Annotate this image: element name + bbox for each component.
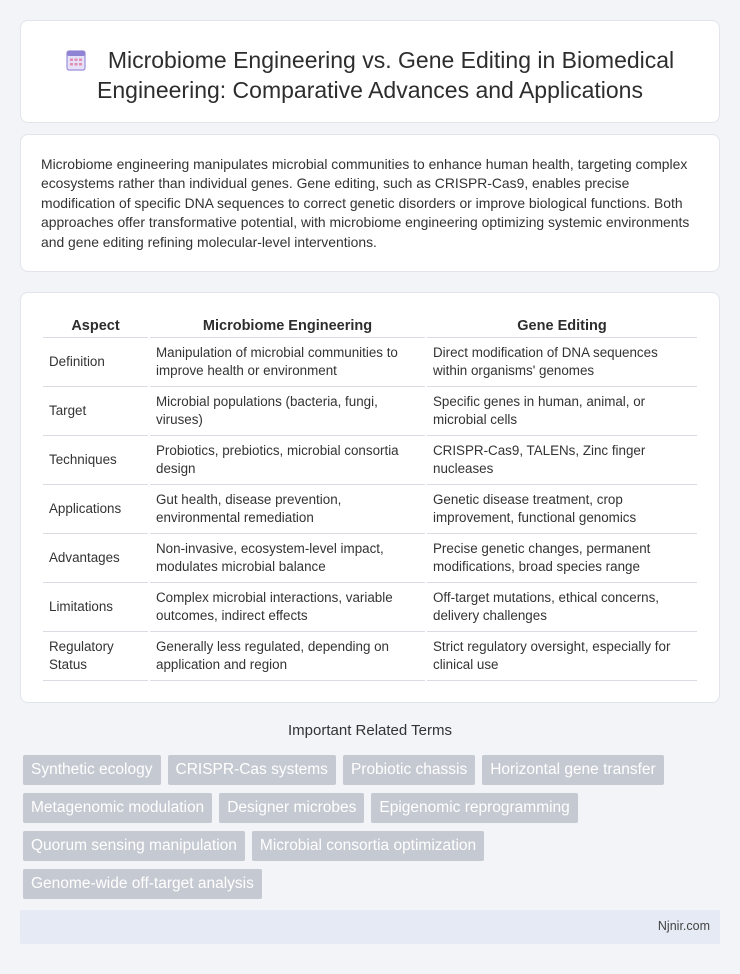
row-aspect: Applications (43, 485, 148, 534)
related-term-tag[interactable]: Probiotic chassis (343, 755, 475, 785)
related-term-tag[interactable]: Genome-wide off-target analysis (23, 869, 262, 899)
intro-card (20, 134, 720, 272)
title-line-2: Engineering: Comparative Advances and Applications (97, 77, 643, 103)
related-term-tag[interactable]: Quorum sensing manipulation (23, 831, 245, 861)
related-term-tag[interactable]: Designer microbes (219, 793, 364, 823)
row-microbiome: Gut health, disease prevention, environmental remediation (150, 485, 425, 534)
header-microbiome: Microbiome Engineering (150, 313, 425, 338)
comparison-table (41, 313, 699, 681)
related-terms-list (23, 755, 683, 899)
row-gene-editing: CRISPR-Cas9, TALENs, Zinc finger nucleases (427, 436, 697, 485)
row-aspect: Target (43, 387, 148, 436)
table-row (43, 534, 697, 583)
page-title (21, 45, 719, 105)
row-aspect: Definition (43, 338, 148, 387)
row-gene-editing: Direct modification of DNA sequences within organisms' genomes (427, 338, 697, 387)
row-gene-editing: Off-target mutations, ethical concerns, delivery challenges (427, 583, 697, 632)
table-row (43, 387, 697, 436)
table-header-row (43, 313, 697, 338)
table-row (43, 436, 697, 485)
row-aspect: Techniques (43, 436, 148, 485)
related-term-tag[interactable]: CRISPR-Cas systems (168, 755, 336, 785)
row-gene-editing: Strict regulatory oversight, especially for clinical use (427, 632, 697, 681)
row-aspect: Regulatory Status (43, 632, 148, 681)
table-row (43, 583, 697, 632)
row-microbiome: Microbial populations (bacteria, fungi, viruses) (150, 387, 425, 436)
intro-paragraph: Microbiome engineering manipulates microbial communities to enhance human health, targeting complex ecosystems rather than individual genes. Gene editing, such as CRISPR-Cas9, enables precise modification of specific DNA sequences to correct genetic disorders or improve biological functions. Both approaches offer transformative potential, with microbiome engineering optimizing systemic environments and gene editing refining molecular-level interventions. (41, 156, 690, 250)
row-microbiome: Non-invasive, ecosystem-level impact, modulates microbial balance (150, 534, 425, 583)
row-microbiome: Manipulation of microbial communities to improve health or environment (150, 338, 425, 387)
table-row (43, 485, 697, 534)
title-line-1: Microbiome Engineering vs. Gene Editing in Biomedical (107, 47, 675, 73)
related-term-tag[interactable]: Metagenomic modulation (23, 793, 212, 823)
row-microbiome: Probiotics, prebiotics, microbial consortia design (150, 436, 425, 485)
header-aspect: Aspect (43, 313, 148, 338)
comparison-table-card (20, 292, 720, 703)
related-term-tag[interactable]: Horizontal gene transfer (482, 755, 663, 785)
row-microbiome: Generally less regulated, depending on application and region (150, 632, 425, 681)
footer-bar (20, 910, 720, 944)
related-term-tag[interactable]: Epigenomic reprogramming (371, 793, 577, 823)
related-terms-heading: Important Related Terms (288, 722, 452, 739)
row-microbiome: Complex microbial interactions, variable outcomes, indirect effects (150, 583, 425, 632)
row-gene-editing: Precise genetic changes, permanent modifications, broad species range (427, 534, 697, 583)
related-term-tag[interactable]: Synthetic ecology (23, 755, 161, 785)
calendar-grid-icon (66, 49, 86, 71)
footer-site-link[interactable]: Njnir.com (657, 919, 710, 933)
table-row (43, 632, 697, 681)
row-gene-editing: Genetic disease treatment, crop improvement, functional genomics (427, 485, 697, 534)
title-card (20, 20, 720, 123)
row-aspect: Advantages (43, 534, 148, 583)
table-row (43, 338, 697, 387)
row-gene-editing: Specific genes in human, animal, or microbial cells (427, 387, 697, 436)
header-gene-editing: Gene Editing (427, 313, 697, 338)
related-term-tag[interactable]: Microbial consortia optimization (252, 831, 484, 861)
row-aspect: Limitations (43, 583, 148, 632)
